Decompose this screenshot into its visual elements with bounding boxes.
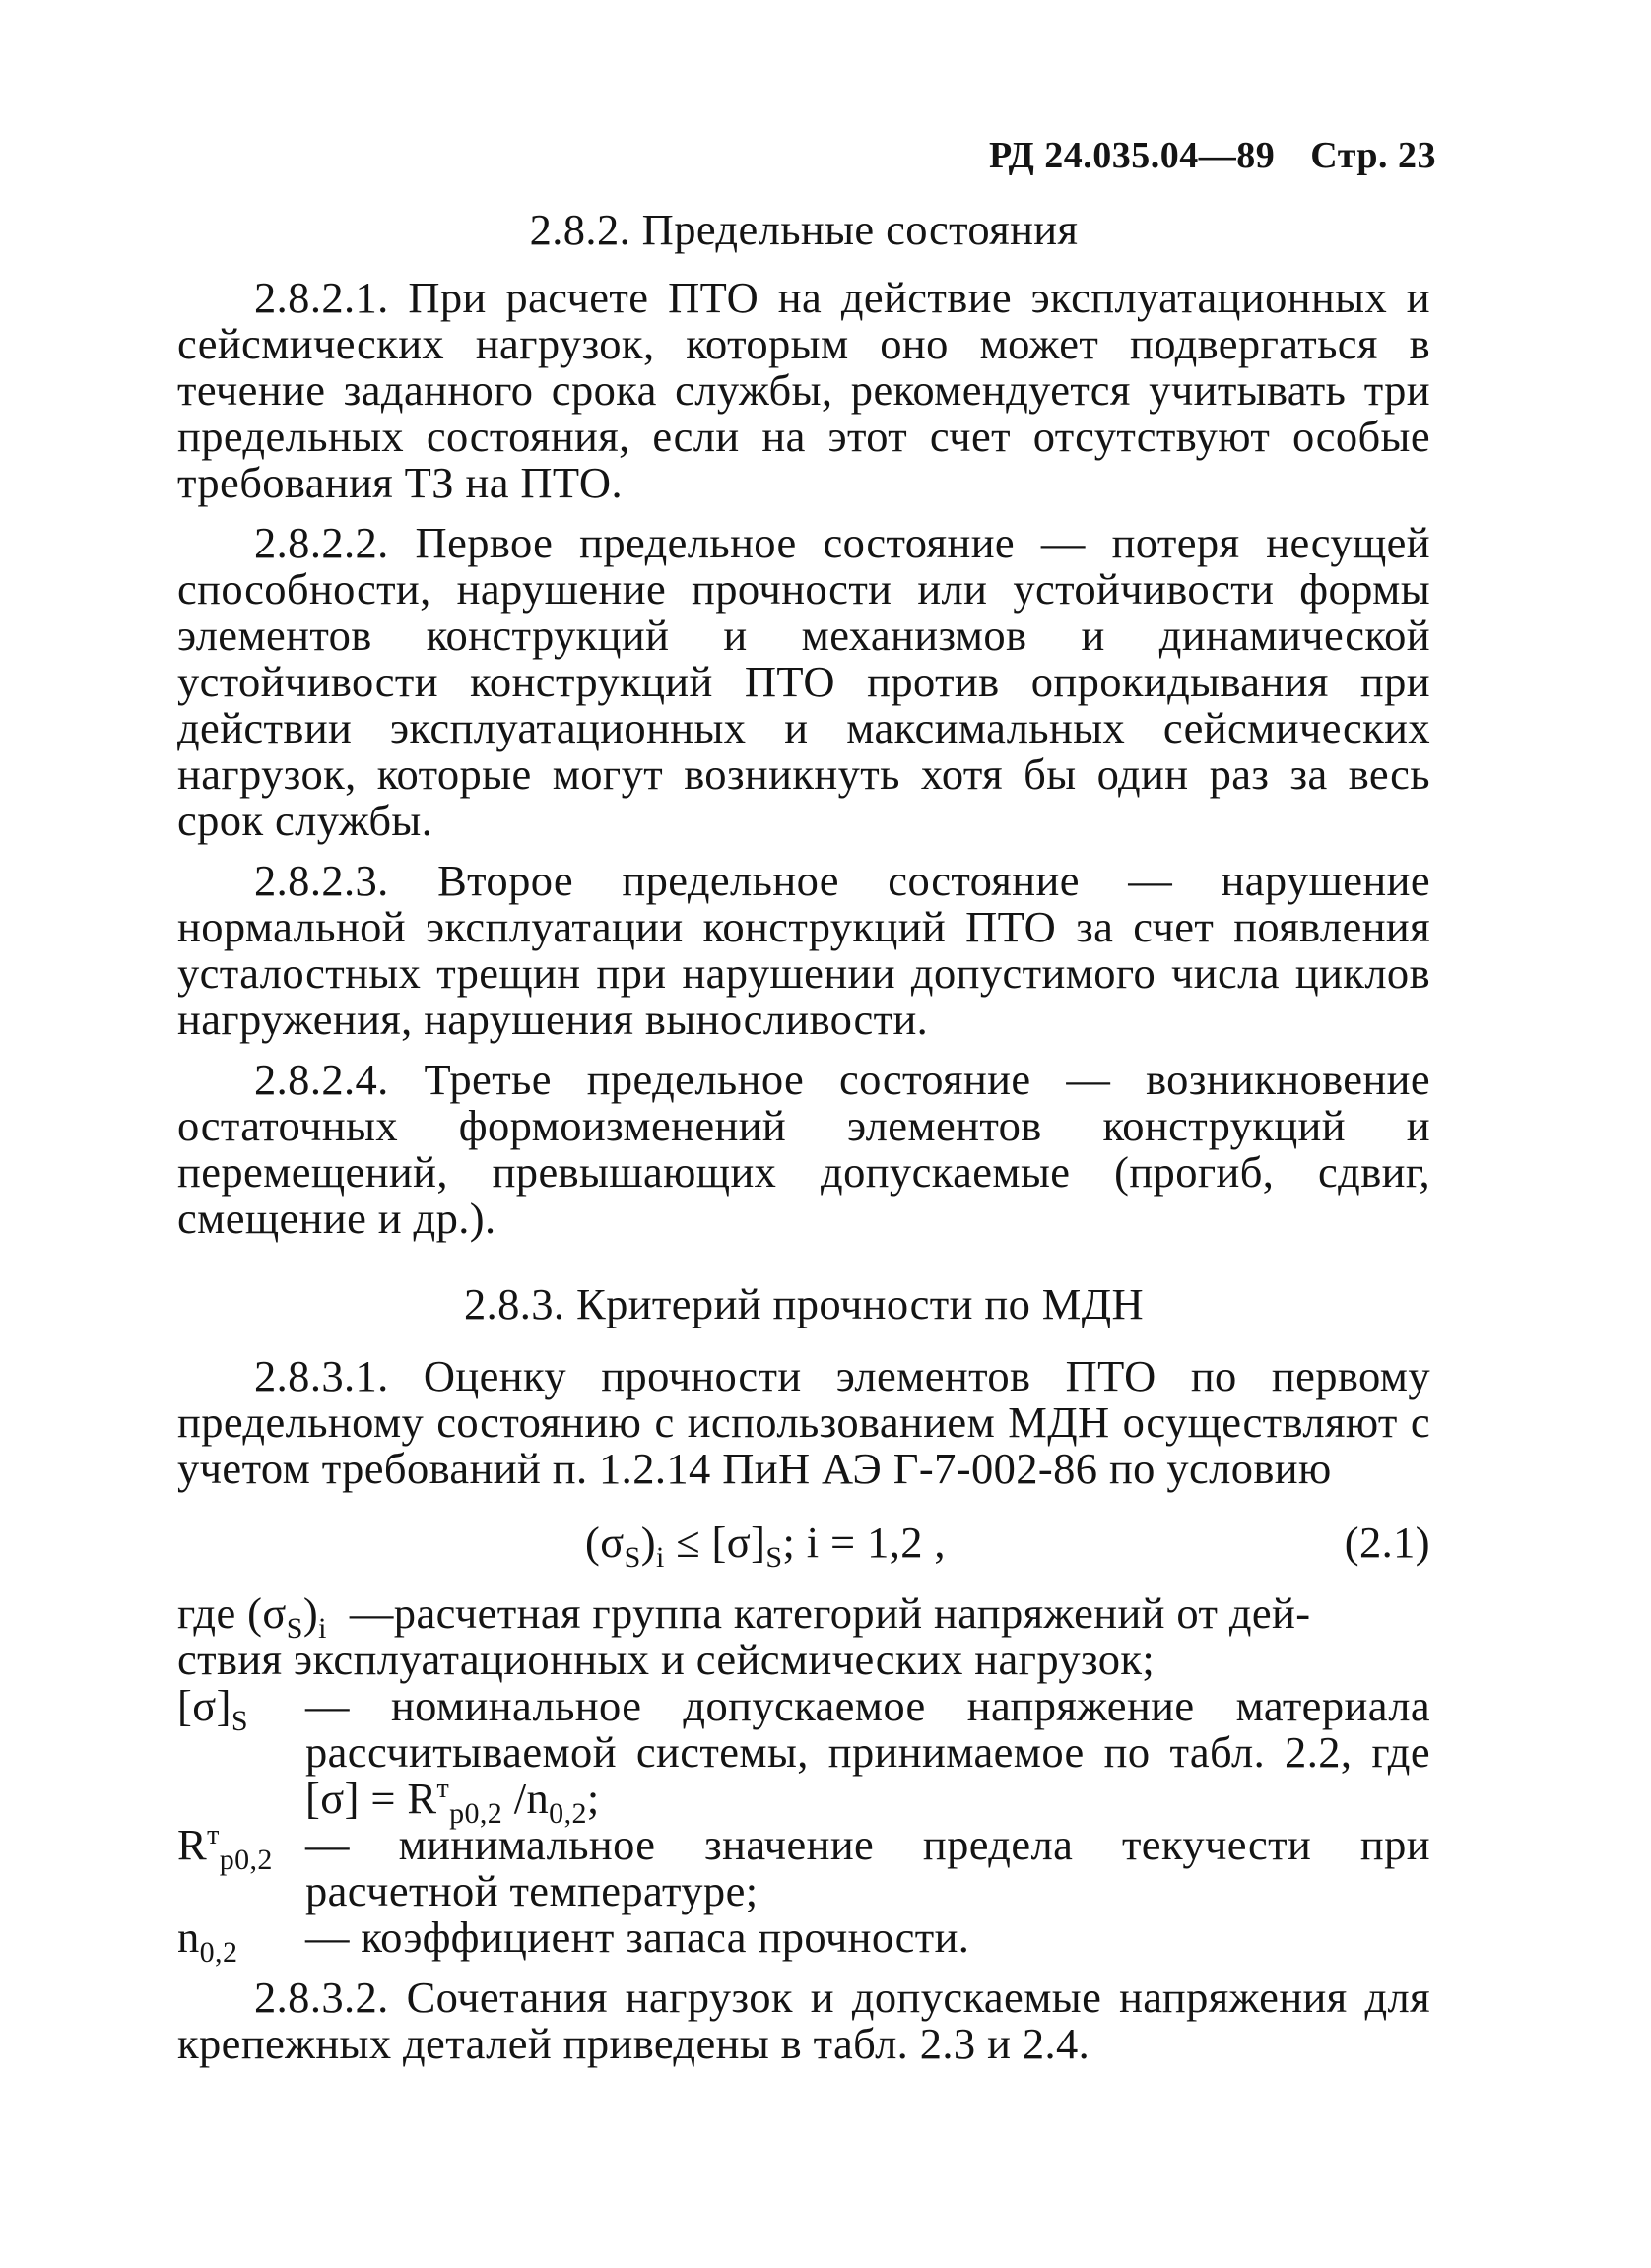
formula-expression (585, 1518, 946, 1574)
definition-symbol (177, 1912, 305, 1969)
formula-lhs-sub: S (624, 1540, 641, 1574)
definition-sigma-s (177, 1681, 1430, 1830)
definition-text (305, 1681, 1430, 1830)
paragraph-2-8-2-4: 2.8.2.4. Третье предельное состояние — возникновение остаточных формоизменений элементов конструкций и перемещений, превышающих допускаемые (прогиб, сдвиг, смещение и др.). (177, 1055, 1430, 1243)
paragraph-2-8-2-3: 2.8.2.3. Второе предельное состояние — нарушение нормальной эксплуатации конструкций ПТО за счет появления усталостных трещин при нарушении допустимого числа циклов нагружения, нарушения выносливости. (177, 856, 1430, 1044)
paragraph-2-8-2-2: 2.8.2.2. Первое предельное состояние — потеря несущей способности, нарушение прочности или устойчивости формы элементов конструкций и механизмов и динамической устойчивости конструкций ПТО против опрокидывания при действии эксплуатационных и максимальных сейсмических нагрузок, которые могут возникнуть хотя бы один раз за весь срок службы. (177, 518, 1430, 845)
document-id: РД 24.035.04—89 (988, 135, 1276, 176)
definition-text-mid: /n (502, 1774, 550, 1823)
page-header (989, 134, 1436, 177)
symbol-index: i (318, 1611, 327, 1645)
definition-text-end: ; (586, 1774, 600, 1823)
symbol-sub: S (231, 1704, 248, 1737)
definition-text-sup: т (436, 1774, 450, 1805)
definition-symbol (177, 1683, 305, 1822)
section-title-2-8-2: 2.8.2. Предельные состояния (529, 205, 1079, 254)
formula-lhs-index: i (655, 1540, 665, 1574)
formula-rhs-sub: S (765, 1540, 783, 1574)
definition-text: — минимальное значение предела текучести при расчетной температуре; (305, 1820, 1430, 1915)
formula-relation: ≤ [σ] (664, 1518, 766, 1567)
definition-text: —расчетная группа категорий напряжений от дей- (349, 1588, 1311, 1638)
symbol-main: n (177, 1912, 200, 1962)
formula-number: (2.1) (1344, 1518, 1430, 1567)
definition-symbol (177, 1822, 305, 1914)
paragraph-2-8-3-1: 2.8.3.1. Оценку прочности элементов ПТО по первому предельному состоянию с использованием МДН осуществляют с учетом требований п. 1.2.14 ПиН АЭ Г-7-002-86 по условию (177, 1351, 1430, 1493)
formula-2-1 (177, 1518, 1430, 1574)
definition-text-main: — номинальное допускаемое напряжение материала рассчитываемой системы, принимаемое по табл. 2.2, где [σ] = R (305, 1681, 1430, 1823)
formula-tail: ; i = 1,2 , (782, 1518, 946, 1567)
paragraph-2-8-3-2: 2.8.3.2. Сочетания нагрузок и допускаемые напряжения для крепежных деталей приведены в табл. 2.3 и 2.4. (177, 1973, 1430, 2068)
document-body (177, 197, 1430, 2081)
symbol-sup: т (207, 1820, 220, 1851)
definition-line (177, 1588, 1430, 1645)
symbol-sub: p0,2 (219, 1843, 273, 1876)
symbol-sub: S (286, 1611, 303, 1645)
formula-lhs-close: ) (640, 1518, 656, 1567)
definition-symbol (247, 1588, 327, 1645)
definition-r-p02 (177, 1822, 1430, 1914)
symbol-close: ) (302, 1588, 319, 1638)
definition-text-sub: p0,2 (449, 1796, 503, 1830)
symbol-sub: 0,2 (199, 1935, 238, 1969)
definition-list (177, 1588, 1430, 1969)
definition-text-sub2: 0,2 (549, 1796, 587, 1830)
symbol-open: (σ (247, 1588, 287, 1638)
definition-text: — коэффициент запаса прочности. (305, 1912, 970, 1962)
definition-text-continued: ствия эксплуатационных и сейсмических нагрузок; (177, 1635, 1156, 1684)
paragraph-2-8-2-1: 2.8.2.1. При расчете ПТО на действие эксплуатационных и сейсмических нагрузок, которым оно может подвергаться в течение заданного срока службы, рекомендуется учитывать три предельных состояния, если на этот счет отсутствуют особые требования ТЗ на ПТО. (177, 273, 1430, 507)
section-title-2-8-3: 2.8.3. Критерий прочности по МДН (463, 1279, 1145, 1328)
definition-prefix: где (177, 1588, 248, 1638)
definition-n-02 (177, 1912, 1430, 1969)
symbol-main: R (177, 1820, 208, 1869)
page-number: Стр. 23 (1310, 135, 1436, 176)
formula-lhs-open: (σ (585, 1518, 625, 1567)
symbol-main: [σ] (177, 1681, 231, 1730)
definition-sigma-s-i (177, 1590, 1430, 1683)
